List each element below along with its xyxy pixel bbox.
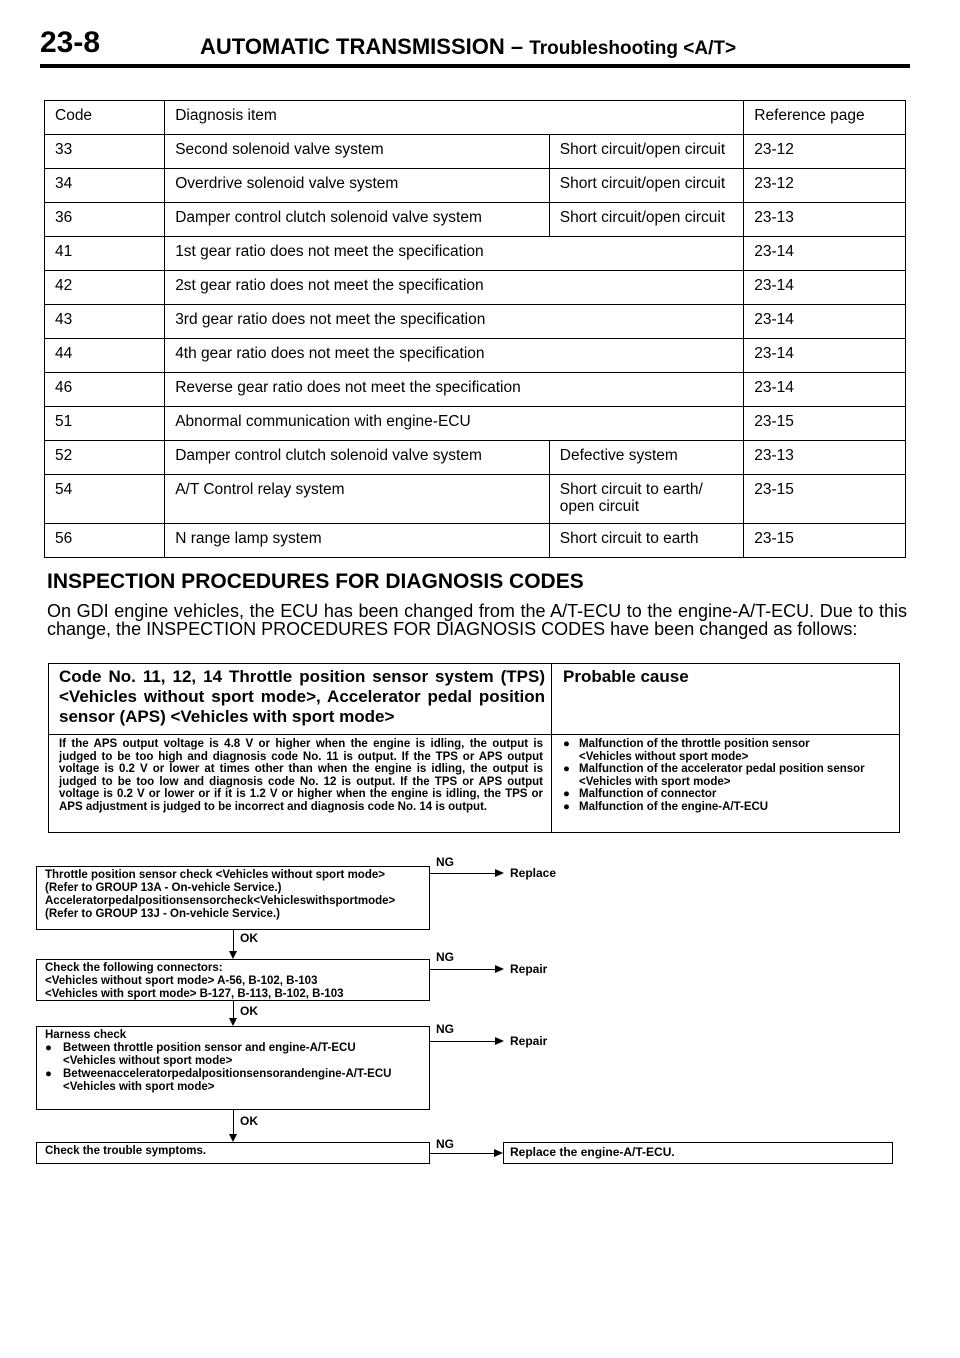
cell-diagnosis-item: Reverse gear ratio does not meet the specification (165, 373, 744, 407)
ok-label: OK (240, 1114, 258, 1128)
ng-arrow-line (430, 969, 495, 970)
ng-label: NG (436, 950, 454, 964)
list-item (563, 738, 893, 751)
arrow-down-icon (229, 1018, 237, 1026)
page-header (40, 22, 910, 68)
header-reference-page: Reference page (744, 101, 906, 135)
harness-item: Between throttle position sensor and engine-A/T-ECU (63, 1042, 356, 1054)
cell-condition: Short circuit/open circuit (549, 169, 743, 203)
table-row (45, 305, 906, 339)
title-main: AUTOMATIC TRANSMISSION (200, 34, 505, 59)
cell-reference-page: 23-15 (744, 475, 906, 524)
section-intro: On GDI engine vehicles, the ECU has been changed from the A/T-ECU to the engine-A/T-ECU. Due to this change, the INSPECTION PROCEDURES FOR DIAGNOSIS CODES have been changed as follows: (47, 601, 907, 639)
cell-diagnosis-item: 2st gear ratio does not meet the specification (165, 271, 744, 305)
table-row (45, 339, 906, 373)
cell-reference-page: 23-15 (744, 524, 906, 558)
procedure-title: Code No. 11, 12, 14 Throttle position sensor system (TPS) <Vehicles without sport mode>, Accelerator pedal position sensor (APS) <Vehicles with sport mode> (59, 667, 545, 726)
cell-diagnosis-item: A/T Control relay system (165, 475, 550, 524)
ng-arrow-line (430, 873, 495, 874)
header-code: Code (45, 101, 165, 135)
table-row (45, 373, 906, 407)
cell-code: 52 (45, 441, 165, 475)
ng-action-repair: Repair (510, 1034, 548, 1048)
table-row (45, 237, 906, 271)
flow-step-sensor-check (36, 866, 430, 930)
arrow-down-icon (229, 951, 237, 959)
ng-label: NG (436, 1022, 454, 1036)
list-item (45, 1042, 423, 1055)
step-title: Harness check (45, 1029, 127, 1041)
table-row (45, 135, 906, 169)
cause-text: Malfunction of the throttle position sensor (579, 738, 810, 750)
list-item (563, 763, 893, 776)
flow-step-harness-check (36, 1026, 430, 1110)
cell-code: 54 (45, 475, 165, 524)
harness-qualifier: <Vehicles without sport mode> (63, 1055, 233, 1067)
harness-item: Betweenacceleratorpedalpositionsensorandengine-A/T-ECU (63, 1068, 392, 1080)
table-header-row (45, 101, 906, 135)
cause-text: Malfunction of the engine-A/T-ECU (579, 800, 769, 813)
cause-qualifier: <Vehicles with sport mode> (579, 775, 731, 788)
table-row (45, 203, 906, 237)
list-item (563, 751, 893, 764)
cell-code: 46 (45, 373, 165, 407)
header-rule (40, 64, 910, 68)
section-heading: INSPECTION PROCEDURES FOR DIAGNOSIS CODES (47, 570, 584, 593)
cell-diagnosis-item: 3rd gear ratio does not meet the specification (165, 305, 744, 339)
cell-diagnosis-item: 4th gear ratio does not meet the specification (165, 339, 744, 373)
probable-cause-heading: Probable cause (563, 667, 689, 686)
cell-condition: Short circuit to earth/ open circuit (549, 475, 743, 524)
bullet-icon: ● (563, 763, 570, 775)
cell-reference-page: 23-14 (744, 373, 906, 407)
cell-condition: Short circuit/open circuit (549, 135, 743, 169)
ng-label: NG (436, 855, 454, 869)
cell-diagnosis-item: Damper control clutch solenoid valve system (165, 203, 550, 237)
cell-condition: Short circuit to earth (549, 524, 743, 558)
step-line: Acceleratorpedalpositionsensorcheck<Vehicleswithsportmode> (45, 895, 396, 907)
list-item (563, 801, 893, 814)
cell-code: 41 (45, 237, 165, 271)
cell-code: 51 (45, 407, 165, 441)
arrow-right-icon (495, 965, 504, 973)
divider (551, 664, 552, 832)
cell-reference-page: 23-12 (744, 135, 906, 169)
ng-action-replace: Replace (510, 866, 557, 880)
arrow-right-icon (494, 1149, 503, 1157)
cell-diagnosis-item: Second solenoid valve system (165, 135, 550, 169)
cell-reference-page: 23-13 (744, 441, 906, 475)
title-sub: Troubleshooting <A/T> (529, 38, 737, 59)
step-line: Check the trouble symptoms. (45, 1145, 207, 1157)
arrow-right-icon (495, 1037, 504, 1045)
list-item (45, 1068, 423, 1081)
cell-diagnosis-item: 1st gear ratio does not meet the specification (165, 237, 744, 271)
divider (49, 734, 899, 735)
arrow-right-icon (495, 869, 504, 877)
cell-reference-page: 23-14 (744, 339, 906, 373)
cell-code: 34 (45, 169, 165, 203)
bullet-icon: ● (563, 738, 570, 750)
cell-reference-page: 23-14 (744, 271, 906, 305)
step-line: (Refer to GROUP 13J - On-vehicle Service.) (45, 908, 280, 920)
table-row (45, 169, 906, 203)
bullet-icon: ● (45, 1042, 52, 1054)
arrow-down-icon (229, 1134, 237, 1142)
diagnosis-code-table (44, 100, 906, 558)
cell-code: 43 (45, 305, 165, 339)
ng-action-replace-ecu: Replace the engine-A/T-ECU. (510, 1145, 675, 1159)
harness-qualifier: <Vehicles with sport mode> (63, 1081, 215, 1093)
ng-arrow-line (430, 1153, 494, 1154)
cell-diagnosis-item: Overdrive solenoid valve system (165, 169, 550, 203)
cause-qualifier: <Vehicles without sport mode> (579, 750, 749, 763)
cell-reference-page: 23-12 (744, 169, 906, 203)
probable-cause-list (563, 738, 893, 813)
cell-diagnosis-item: N range lamp system (165, 524, 550, 558)
cause-text: Malfunction of connector (579, 788, 717, 800)
cell-condition: Short circuit/open circuit (549, 203, 743, 237)
ok-label: OK (240, 1004, 258, 1018)
procedure-description: If the APS output voltage is 4.8 V or higher when the engine is idling, the output is judged to be too high and diagnosis code No. 11 is output. If the TPS or APS output voltage is 0.2 V or lower at times other than when the engine is idling, the output is judged to be too low and diagnosis code No. 12 is output. If the TPS or APS output voltage is 0.2 V or lower or if it is 1.2 V or higher when the engine is idling, the TPS or APS adjustment is judged to be incorrect and diagnosis code No. 14 is output. (59, 738, 543, 813)
cell-code: 56 (45, 524, 165, 558)
step-line: Throttle position sensor check <Vehicles without sport mode> (45, 869, 385, 881)
page-number: 23-8 (40, 26, 101, 59)
table-row (45, 271, 906, 305)
cell-diagnosis-item: Abnormal communication with engine-ECU (165, 407, 744, 441)
step-title: Check the following connectors: (45, 962, 223, 974)
table-row (45, 475, 906, 524)
flow-step-connector-check (36, 959, 430, 1001)
cell-reference-page: 23-14 (744, 305, 906, 339)
bullet-icon: ● (563, 800, 570, 813)
cell-code: 44 (45, 339, 165, 373)
cause-text: Malfunction of the accelerator pedal position sensor (579, 763, 865, 775)
cell-condition: Defective system (549, 441, 743, 475)
table-row (45, 441, 906, 475)
step-line: (Refer to GROUP 13A - On-vehicle Service.) (45, 882, 282, 894)
step-line: <Vehicles with sport mode> B-127, B-113, B-102, B-103 (45, 988, 344, 1000)
replace-ecu-box (503, 1142, 893, 1164)
table-row (45, 407, 906, 441)
ng-arrow-line (430, 1041, 495, 1042)
ng-action-repair: Repair (510, 962, 548, 976)
cell-diagnosis-item: Damper control clutch solenoid valve system (165, 441, 550, 475)
cell-reference-page: 23-13 (744, 203, 906, 237)
bullet-icon: ● (45, 1068, 52, 1080)
table-row (45, 524, 906, 558)
cell-reference-page: 23-14 (744, 237, 906, 271)
step-line: <Vehicles without sport mode> A-56, B-102, B-103 (45, 975, 318, 987)
cell-reference-page: 23-15 (744, 407, 906, 441)
header-diagnosis-item: Diagnosis item (165, 101, 744, 135)
cell-code: 33 (45, 135, 165, 169)
ng-label: NG (436, 1137, 454, 1151)
list-item (563, 788, 893, 801)
cell-code: 36 (45, 203, 165, 237)
ok-label: OK (240, 931, 258, 945)
flow-step-trouble-symptoms (36, 1142, 430, 1164)
procedure-box (48, 663, 900, 833)
page-title (200, 34, 736, 60)
list-item (563, 776, 893, 789)
bullet-icon: ● (563, 788, 570, 800)
cell-code: 42 (45, 271, 165, 305)
title-dash: – (504, 34, 530, 59)
